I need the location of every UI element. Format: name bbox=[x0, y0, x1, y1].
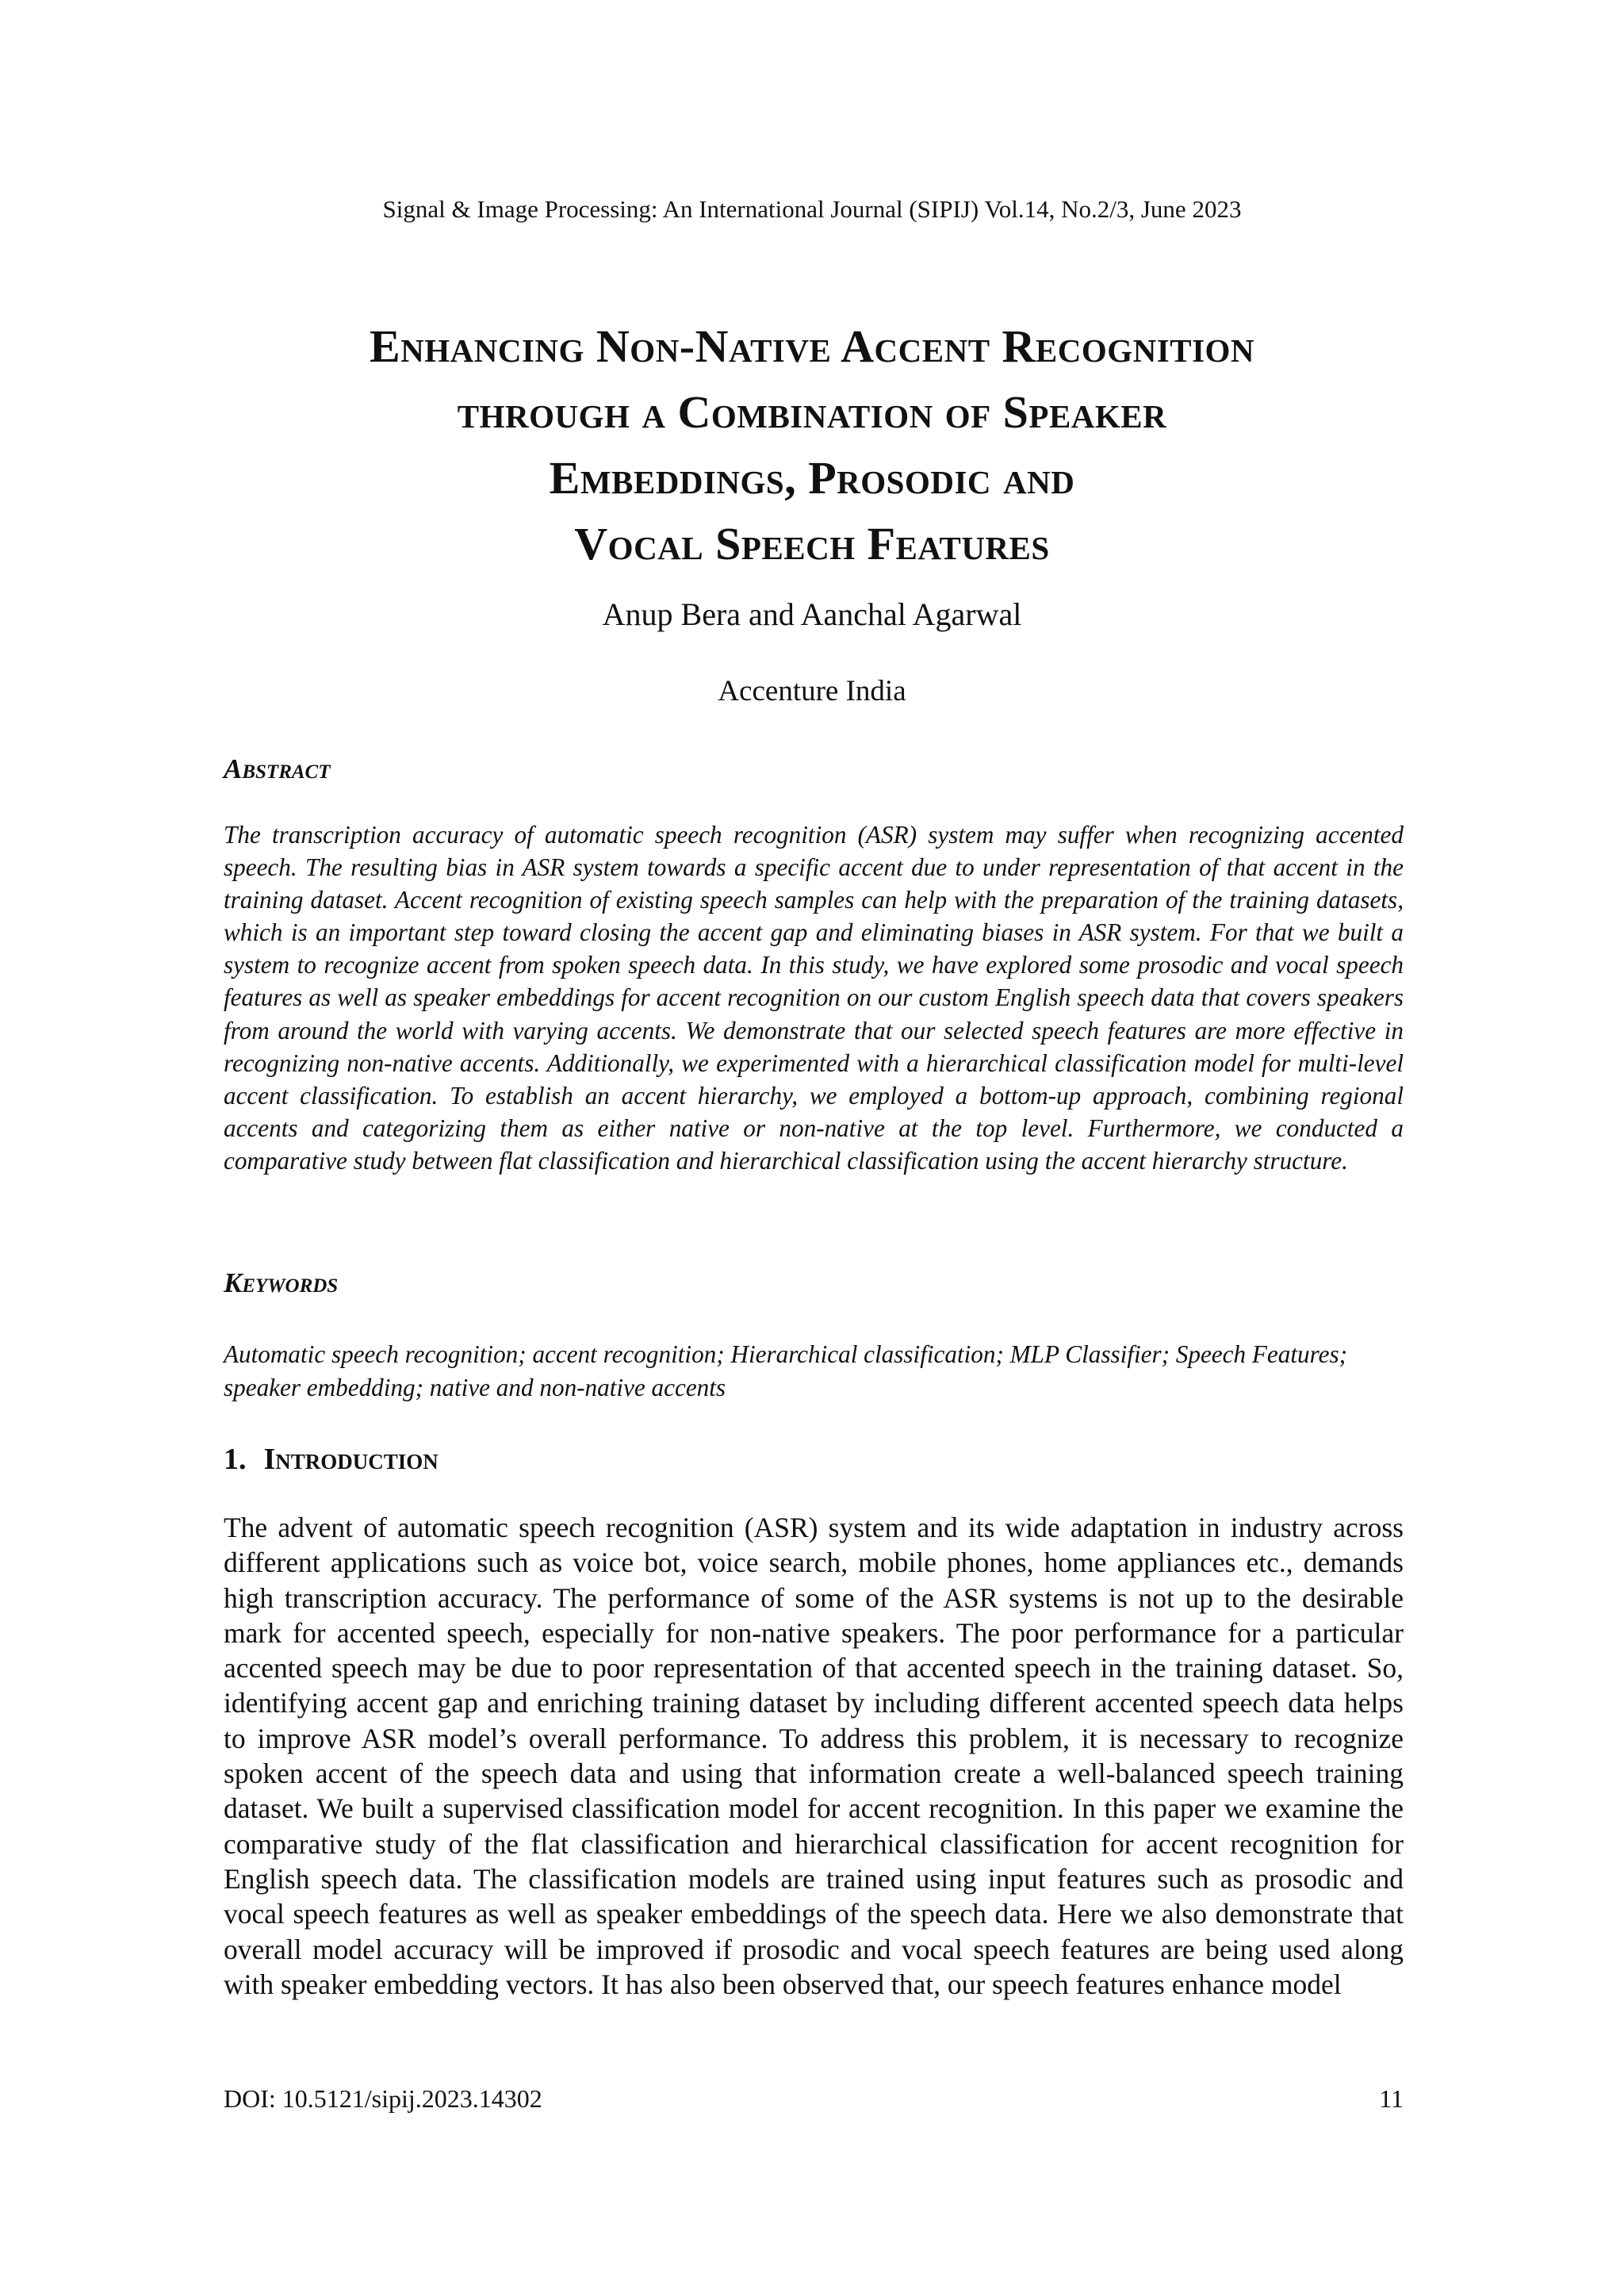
keywords-heading: Keywords bbox=[224, 1267, 339, 1298]
abstract-heading: Abstract bbox=[224, 753, 331, 784]
introduction-heading bbox=[224, 1442, 439, 1477]
title-line: Embeddings, Prosodic and bbox=[549, 452, 1075, 504]
title-line: Vocal Speech Features bbox=[574, 518, 1050, 569]
page-number: 11 bbox=[1379, 2084, 1404, 2113]
abstract-text: The transcription accuracy of automatic speech recognition (ASR) system may suffer when recognizing accented speech. The resulting bias in ASR system towards a specific accent due to under representation of that accent in the training dataset. Accent recognition of existing speech samples can help with the preparation of the training datasets, which is an important step toward closing the accent gap and eliminating biases in ASR system. For that we built a system to recognize accent from spoken speech data. In this study, we have explored some prosodic and vocal speech features as well as speaker embeddings for accent recognition on our custom English speech data that covers speakers from around the world with varying accents. We demonstrate that our selected speech features are more effective in recognizing non-native accents. Additionally, we experimented with a hierarchical classification model for multi-level accent classification. To establish an accent hierarchy, we employed a bottom-up approach, combining regional accents and categorizing them as either native or non-native at the top level. Furthermore, we conducted a comparative study between flat classification and hierarchical classification using the accent hierarchy structure. bbox=[224, 821, 1404, 1175]
section-number: 1. bbox=[224, 1443, 247, 1476]
affiliation: Accenture India bbox=[718, 675, 906, 707]
running-header: Signal & Image Processing: An International Journal (SIPIJ) Vol.14, No.2/3, June 2023 bbox=[382, 195, 1242, 223]
authors: Anup Bera and Aanchal Agarwal bbox=[602, 596, 1022, 632]
keywords-text: Automatic speech recognition; accent recognition; Hierarchical classification; MLP Classifier; Speech Features; speaker embedding; native and non-native accents bbox=[224, 1340, 1347, 1401]
paper-title bbox=[190, 313, 1434, 577]
section-title: Introduction bbox=[263, 1443, 439, 1476]
title-line: Enhancing Non-Native Accent Recognition bbox=[369, 320, 1255, 372]
introduction-text: The advent of automatic speech recognition (ASR) system and its wide adaptation in industry across different applications such as voice bot, voice search, mobile phones, home appliances etc., demands high transcription accuracy. The performance of some of the ASR systems is not up to the desirable mark for accented speech, especially for non-native speakers. The poor performance for a particular accented speech may be due to poor representation of that accented speech in the training dataset. So, identifying accent gap and enriching training dataset by including different accented speech data helps to improve ASR model’s overall performance. To address this problem, it is necessary to recognize spoken accent of the speech data and using that information create a well-balanced speech training dataset. We built a supervised classification model for accent recognition. In this paper we examine the comparative study of the flat classification and hierarchical classification for accent recognition for English speech data. The classification models are trained using input features such as prosodic and vocal speech features as well as speaker embeddings of the speech data. Here we also demonstrate that overall model accuracy will be improved if prosodic and vocal speech features are being used along with speaker embedding vectors. It has also been observed that, our speech features enhance model bbox=[224, 1512, 1404, 2000]
doi-footer: DOI: 10.5121/sipij.2023.14302 bbox=[224, 2084, 542, 2113]
title-line: through a Combination of Speaker bbox=[457, 386, 1167, 438]
